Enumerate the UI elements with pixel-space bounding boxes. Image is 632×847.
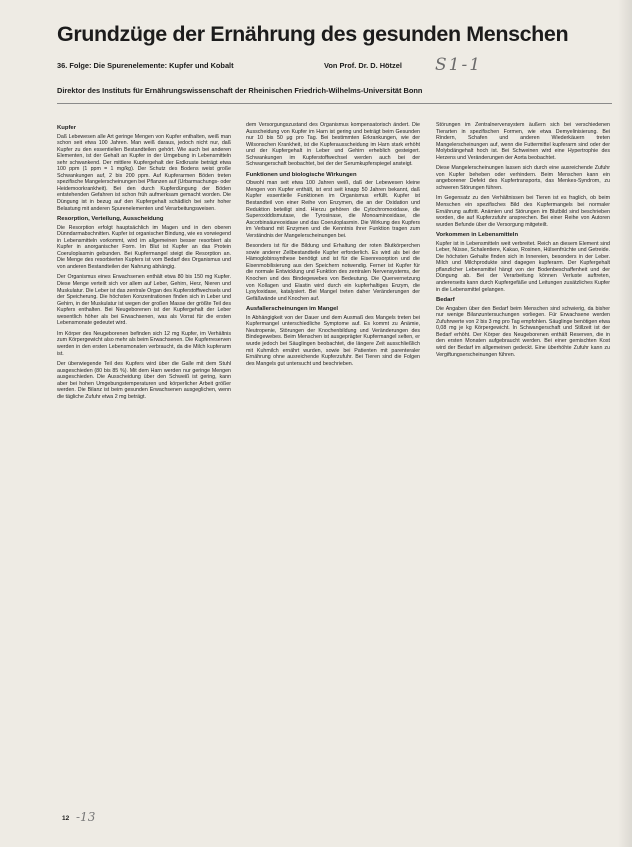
page-edge-shadow (618, 0, 632, 847)
text-column-1 (57, 122, 231, 805)
paragraph: Diese Mangelerscheinungen lassen sich durch eine ausreichende Zufuhr von Kupfer beheben oder verhindern. Beim Menschen kann ein angeborener Defekt des Kupfertransports, das Menkes-Syndrom, zu schweren Störungen führen. (436, 165, 610, 191)
paragraph: Der überwiegende Teil des Kupfers wird über die Galle mit dem Stuhl ausgeschieden (80 bis 85 %). Mit dem Harn werden nur geringe Mengen ausgeschieden. Die Ausscheidung über den Schweiß ist gering, kann aber bei hohen Umgebungstemperaturen und körperlicher Arbeit größer werden. Die Bilanz ist beim gesunden Erwachsenen ausgeglichen, wenn die tägliche Zufuhr etwa 2 mg beträgt. (57, 361, 231, 400)
page-number-note: -13 (76, 810, 96, 824)
section-heading: Ausfallerscheinungen im Mangel (246, 306, 338, 313)
section-heading: Bedarf (436, 297, 455, 304)
section-heading: Vorkommen in Lebensmitteln (436, 232, 519, 239)
section-heading: Resorption, Verteilung, Ausscheidung (57, 216, 164, 223)
paragraph: Kupfer ist in Lebensmitteln weit verbreitet. Reich an diesem Element sind Leber, Nüsse, Schalentiere, Kakao, Rosinen, Hülsenfrüchte und Getreide. Die höchsten Gehalte finden sich in Innereien, besonders in der Leber. Milch und Milchprodukte sind dagegen kupferarm. Der Kupfergehalt pflanzlicher Lebensmittel hängt von der Bodenbeschaffenheit und der Düngung ab. Bei der Verarbeitung können Verluste auftreten, andererseits kann durch Kupfergefäße und Leitungen zusätzliches Kupfer in die Lebensmittel gelangen. (436, 240, 610, 293)
paragraph: Die Resorption erfolgt hauptsächlich im Magen und in den oberen Dünndarmabschnitten. Kupfer ist organischer Bindung, wie es vorwiegend in Lebensmitteln vorkommt, wird im allgemeinen besser resorbiert als Kupfer in anorganischer Form. Im Blut ist Kupfer an das Protein Coeruloplasmin gebunden. Bei Kupfermangel steigt die Resorption an. Die Menge des resorbierten Kupfers ist vom Bedarf des Organismus und von anderen Bestandteilen der Nahrung abhängig. (57, 224, 231, 270)
section-heading: Funktionen und biologische Wirkungen (246, 171, 357, 178)
institute-line: Direktor des Instituts für Ernährungswissenschaft der Rheinischen Friedrich-Wilhelms-Universität Bonn (57, 86, 423, 95)
paragraph: Störungen im Zentralnervensystem äußern sich bei verschiedenen Tierarten in spezifischen Formen, wie etwa Demyelinisierung. Bei Rindern, Schafen und anderen Wiederkäuern treten Mangelerscheinungen auf, wenn die Futtermittel kupferarm sind oder der Molybdängehalt hoch ist. Bei Schweinen wird eine Hypertrophie des Herzens und Veränderungen der Aorta beobachtet. (436, 122, 610, 161)
author-line: Von Prof. Dr. D. Hötzel (324, 61, 402, 70)
page-number: 12 (62, 815, 70, 822)
paragraph: Im Körper des Neugeborenen befinden sich 12 mg Kupfer, im Verhältnis zum Körpergewicht also mehr als beim Erwachsenen. Die Kupferreserven werden in den ersten Lebensmonaten verbraucht, da die Milch kupferarm ist. (57, 330, 231, 357)
paragraph: Im Gegensatz zu den Verhältnissen bei Tieren ist es fraglich, ob beim Menschen ein spezifisches Bild des Kupfermangels bei normaler Ernährung auftritt. Anämien und Störungen im Blutbild sind beschrieben worden, die auf Kupferzufuhr ansprechen. Bei einer Reihe von Autoren wurden Befunde über die Versorgung mitgeteilt. (436, 195, 610, 228)
article-subtitle (57, 61, 402, 70)
paragraph: Besonders ist für die Bildung und Erhaltung der roten Blutkörperchen sowie anderer Zellbestandteile Kupfer erforderlich. Es wird als bei der Hämoglobinsynthese benötigt und ist für die Eisenresorption und die Eisenmobilisierung aus den Speichern notwendig. Ferner ist Kupfer für die normale Entwicklung und Funktion des zentralen Nervensystems, der Knochen und des Bindegewebes von Bedeutung. Die Quervernetzung von Kollagen und Elastin wird durch ein kupferhaltiges Enzym, die Lysyloxidase, katalysiert. Bei Mangel treten daher Veränderungen der Gefäßwände und Knochen auf. (246, 243, 420, 302)
paragraph: Die Angaben über den Bedarf beim Menschen sind schwierig, da bisher nur wenige Bilanzuntersuchungen vorliegen. Für Erwachsene werden Zufuhrwerte von 2 bis 3 mg pro Tag empfohlen. Säuglinge benötigen etwa 0,08 mg je kg Körpergewicht. In Schwangerschaft und Stillzeit ist der Bedarf erhöht. Der Körper des Neugeborenen enthält Reserven, die in den ersten Monaten aufgebraucht werden. Bei einer gemischten Kost wird der Bedarf im allgemeinen gedeckt. Eine überhöhte Zufuhr kann zu Vergiftungserscheinungen führen. (436, 305, 610, 358)
article-title: Grundzüge der Ernährung des gesunden Menschen (57, 22, 569, 46)
paragraph: Daß Lebewesen alle Art geringe Mengen von Kupfer enthalten, weiß man schon seit etwa 100 Jahren. Man weiß daraus, jedoch nicht nur, daß Kupfer zu den essentiellen Bestandteilen gehört. Wie auch bei anderen Elementen, ist der Gehalt an Kupfer in der Umgebung in Lebensmitteln sehr schwankend. Der mittlere Kupfergehalt der Erdkruste beträgt etwa 100 ppm (1 ppm = 1 mg/kg). Der Schutz des Bodens weist große Schwankungen auf, 2 bis 200 ppm. Auf Kupferarmen Böden treten spezifische Mangelerscheinungen bei Pflanzen auf (Urbarmachungs- oder Heidemoorkrankheit). Bei den durch Kupferdüngung der Böden entstehenden Gefahren ist schon früh aufmerksam gemacht worden. Die Düngung ist in bezug auf den Kupfergehalt schädlich bei sehr hoher Belastung mit anderen Spurenelementen und Verarbeitungsweisen. (57, 133, 231, 212)
series-subtitle: 36. Folge: Die Spurenelemente: Kupfer und Kobalt (57, 61, 234, 70)
section-heading: Kupfer (57, 125, 76, 131)
paragraph: Obwohl man seit etwa 100 Jahren weiß, daß der Lebewesen kleine Mengen von Kupfer enthält, ist erst seit knapp 50 Jahren bekannt, daß Kupfer essentielle Funktionen im Organismus erfüllt. Kupfer ist Bestandteil von einer Reihe von Enzymen, die an der Oxidation und Reduktion beteiligt sind. Hierzu gehören die Cytochromoxidase, die Superoxiddismutase, die Tyrosinase, die Monoaminoxidase, die Ascorbinsäureoxidase und das Coeruloplasmin. Die Wirkung des Kupfers im Verband mit Enzymen und die Kenntnis ihrer Funktion tragen zum Verständnis der Mangelerscheinungen bei. (246, 180, 420, 239)
text-column-3 (436, 122, 610, 805)
header-rule (57, 103, 612, 104)
text-column-2 (246, 122, 420, 805)
paragraph: dem Versorgungszustand des Organismus kompensatorisch ändert. Die Ausscheidung von Kupfer im Harn ist gering und beträgt beim Gesunden nur 10 bis 50 μg pro Tag. Bei bestimmten Erkrankungen, wie der Wilsonschen Krankheit, ist die Kupferausscheidung im Harn stark erhöht und der Kupfergehalt in Leber und Gehirn erheblich gesteigert. Schwankungen im Kupferstoffwechsel werden auch bei der Schwangerschaft beobachtet, bei der der Serumkupferspiegel ansteigt. (246, 122, 420, 168)
handwritten-note: S1-1 (435, 55, 483, 75)
paragraph: Der Organismus eines Erwachsenen enthält etwa 80 bis 150 mg Kupfer. Diese Menge verteilt sich vor allem auf Leber, Gehirn, Herz, Nieren und Muskulatur. Die Leber ist das zentrale Organ des Kupferstoffwechsels und der Speicherung. Die höchsten Konzentrationen finden sich in Leber und Gehirn, in der Muskulatur ist wegen der großen Masse der größte Teil des Kupfers enthalten. Bei Neugeborenen ist der Kupfergehalt der Leber wesentlich höher als bei Erwachsenen, was als Vorrat für die ersten Lebensmonate gedeutet wird. (57, 274, 231, 327)
paragraph: In Abhängigkeit von der Dauer und dem Ausmaß des Mangels treten bei Kupfermangel unterschiedliche Symptome auf. Es kommt zu Anämie, Neutropenie, Störungen der Knochenbildung und Veränderungen des Bindegewebes. Beim Menschen ist ausgeprägter Kupfermangel selten, er wurde jedoch bei Säuglingen beobachtet, die längere Zeit ausschließlich mit Kuhmilch ernährt wurden, sowie bei Patienten mit parenteraler Ernährung ohne ausreichende Kupferzufuhr. Bei Tieren sind die Folgen des Mangels gut untersucht und beschrieben. (246, 314, 420, 367)
